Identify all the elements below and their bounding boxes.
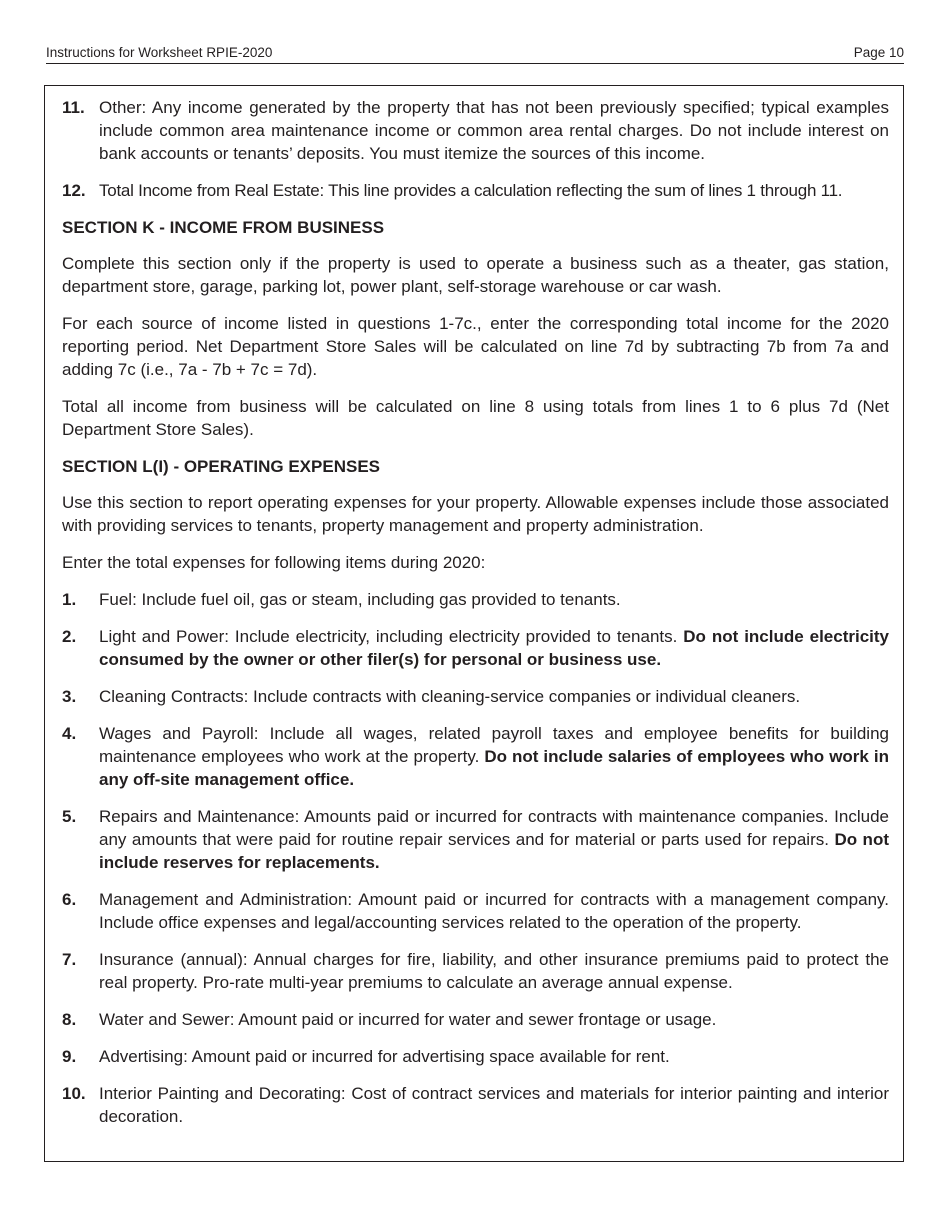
item-number: 4. (62, 724, 77, 743)
item-emphasis: Do not include salaries of employees who work in any off-site management office. (99, 747, 889, 789)
item-number: 3. (62, 687, 77, 706)
list-item (62, 685, 889, 708)
item-number: 7. (62, 950, 77, 969)
item-text: Wages and Payroll: Include all wages, related payroll taxes and employee benefits for building maintenance employees who work at the property. Do not include salaries of employees who work in any off-site management office. (99, 724, 889, 789)
section-l-heading: SECTION L(I) - OPERATING EXPENSES (62, 457, 380, 476)
item-text: Management and Administration: Amount paid or incurred for contracts with a management company. Include office expenses and legal/accounting services related to the operation of the property. (99, 890, 889, 932)
paragraph: Complete this section only if the property is used to operate a business such as a theater, gas station, department store, garage, parking lot, power plant, self-storage warehouse or car wash. (62, 254, 889, 296)
list-item (62, 805, 889, 874)
page-header (46, 44, 904, 64)
item-text: Repairs and Maintenance: Amounts paid or incurred for contracts with maintenance companies. Include any amounts that were paid for routine repair services and for material or parts used for repairs. Do not include reserves for replacements. (99, 807, 889, 872)
list-item (62, 1008, 889, 1031)
list-item (62, 96, 889, 165)
item-text: Total Income from Real Estate: This line provides a calculation reflecting the sum of lines 1 through 11. (99, 181, 843, 200)
item-text: Interior Painting and Decorating: Cost of contract services and materials for interior painting and interior decoration. (99, 1084, 889, 1126)
item-text: Other: Any income generated by the property that has not been previously specified; typical examples include common area maintenance income or common area rental charges. Do not include interest on bank accounts or tenants’ deposits. You must itemize the sources of this income. (99, 98, 889, 163)
list-item (62, 1082, 889, 1128)
item-text: Light and Power: Include electricity, including electricity provided to tenants. Do not include electricity consumed by the owner or other filer(s) for personal or business use. (99, 627, 889, 669)
item-text: Water and Sewer: Amount paid or incurred for water and sewer frontage or usage. (99, 1010, 717, 1029)
document-title: Instructions for Worksheet RPIE-2020 (46, 45, 273, 60)
list-item (62, 625, 889, 671)
list-item (62, 588, 889, 611)
item-number: 11. (62, 98, 85, 117)
item-text: Fuel: Include fuel oil, gas or steam, including gas provided to tenants. (99, 590, 621, 609)
item-number: 6. (62, 890, 77, 909)
list-item (62, 948, 889, 994)
item-number: 1. (62, 590, 77, 609)
section-k-heading: SECTION K - INCOME FROM BUSINESS (62, 218, 385, 237)
item-number: 8. (62, 1010, 77, 1029)
page-content (62, 96, 889, 1142)
list-item (62, 722, 889, 791)
item-number: 10. (62, 1084, 86, 1103)
item-text: Advertising: Amount paid or incurred for advertising space available for rent. (99, 1047, 670, 1066)
list-item (62, 179, 889, 202)
item-text: Cleaning Contracts: Include contracts with cleaning-service companies or individual cleaners. (99, 687, 801, 706)
item-number: 12. (62, 181, 86, 200)
item-number: 5. (62, 807, 77, 826)
item-emphasis: Do not include reserves for replacements. (99, 830, 889, 872)
paragraph: Total all income from business will be calculated on line 8 using totals from lines 1 to 6 plus 7d (Net Department Store Sales). (62, 397, 889, 439)
list-item (62, 1045, 889, 1068)
paragraph: For each source of income listed in questions 1-7c., enter the corresponding total income for the 2020 reporting period. Net Department Store Sales will be calculated on line 7d by subtracting 7b from 7a and adding 7c (i.e., 7a - 7b + 7c = 7d). (62, 314, 889, 379)
item-text: Insurance (annual): Annual charges for fire, liability, and other insurance premiums paid to protect the real property. Pro-rate multi-year premiums to calculate an average annual expense. (99, 950, 889, 992)
paragraph: Use this section to report operating expenses for your property. Allowable expenses include those associated with providing services to tenants, property management and property administration. (62, 493, 889, 535)
list-item (62, 888, 889, 934)
paragraph: Enter the total expenses for following items during 2020: (62, 553, 486, 572)
page-number: Page 10 (853, 45, 904, 60)
item-number: 2. (62, 627, 77, 646)
item-emphasis: Do not include electricity consumed by the owner or other filer(s) for personal or business use. (99, 627, 889, 669)
item-number: 9. (62, 1047, 77, 1066)
